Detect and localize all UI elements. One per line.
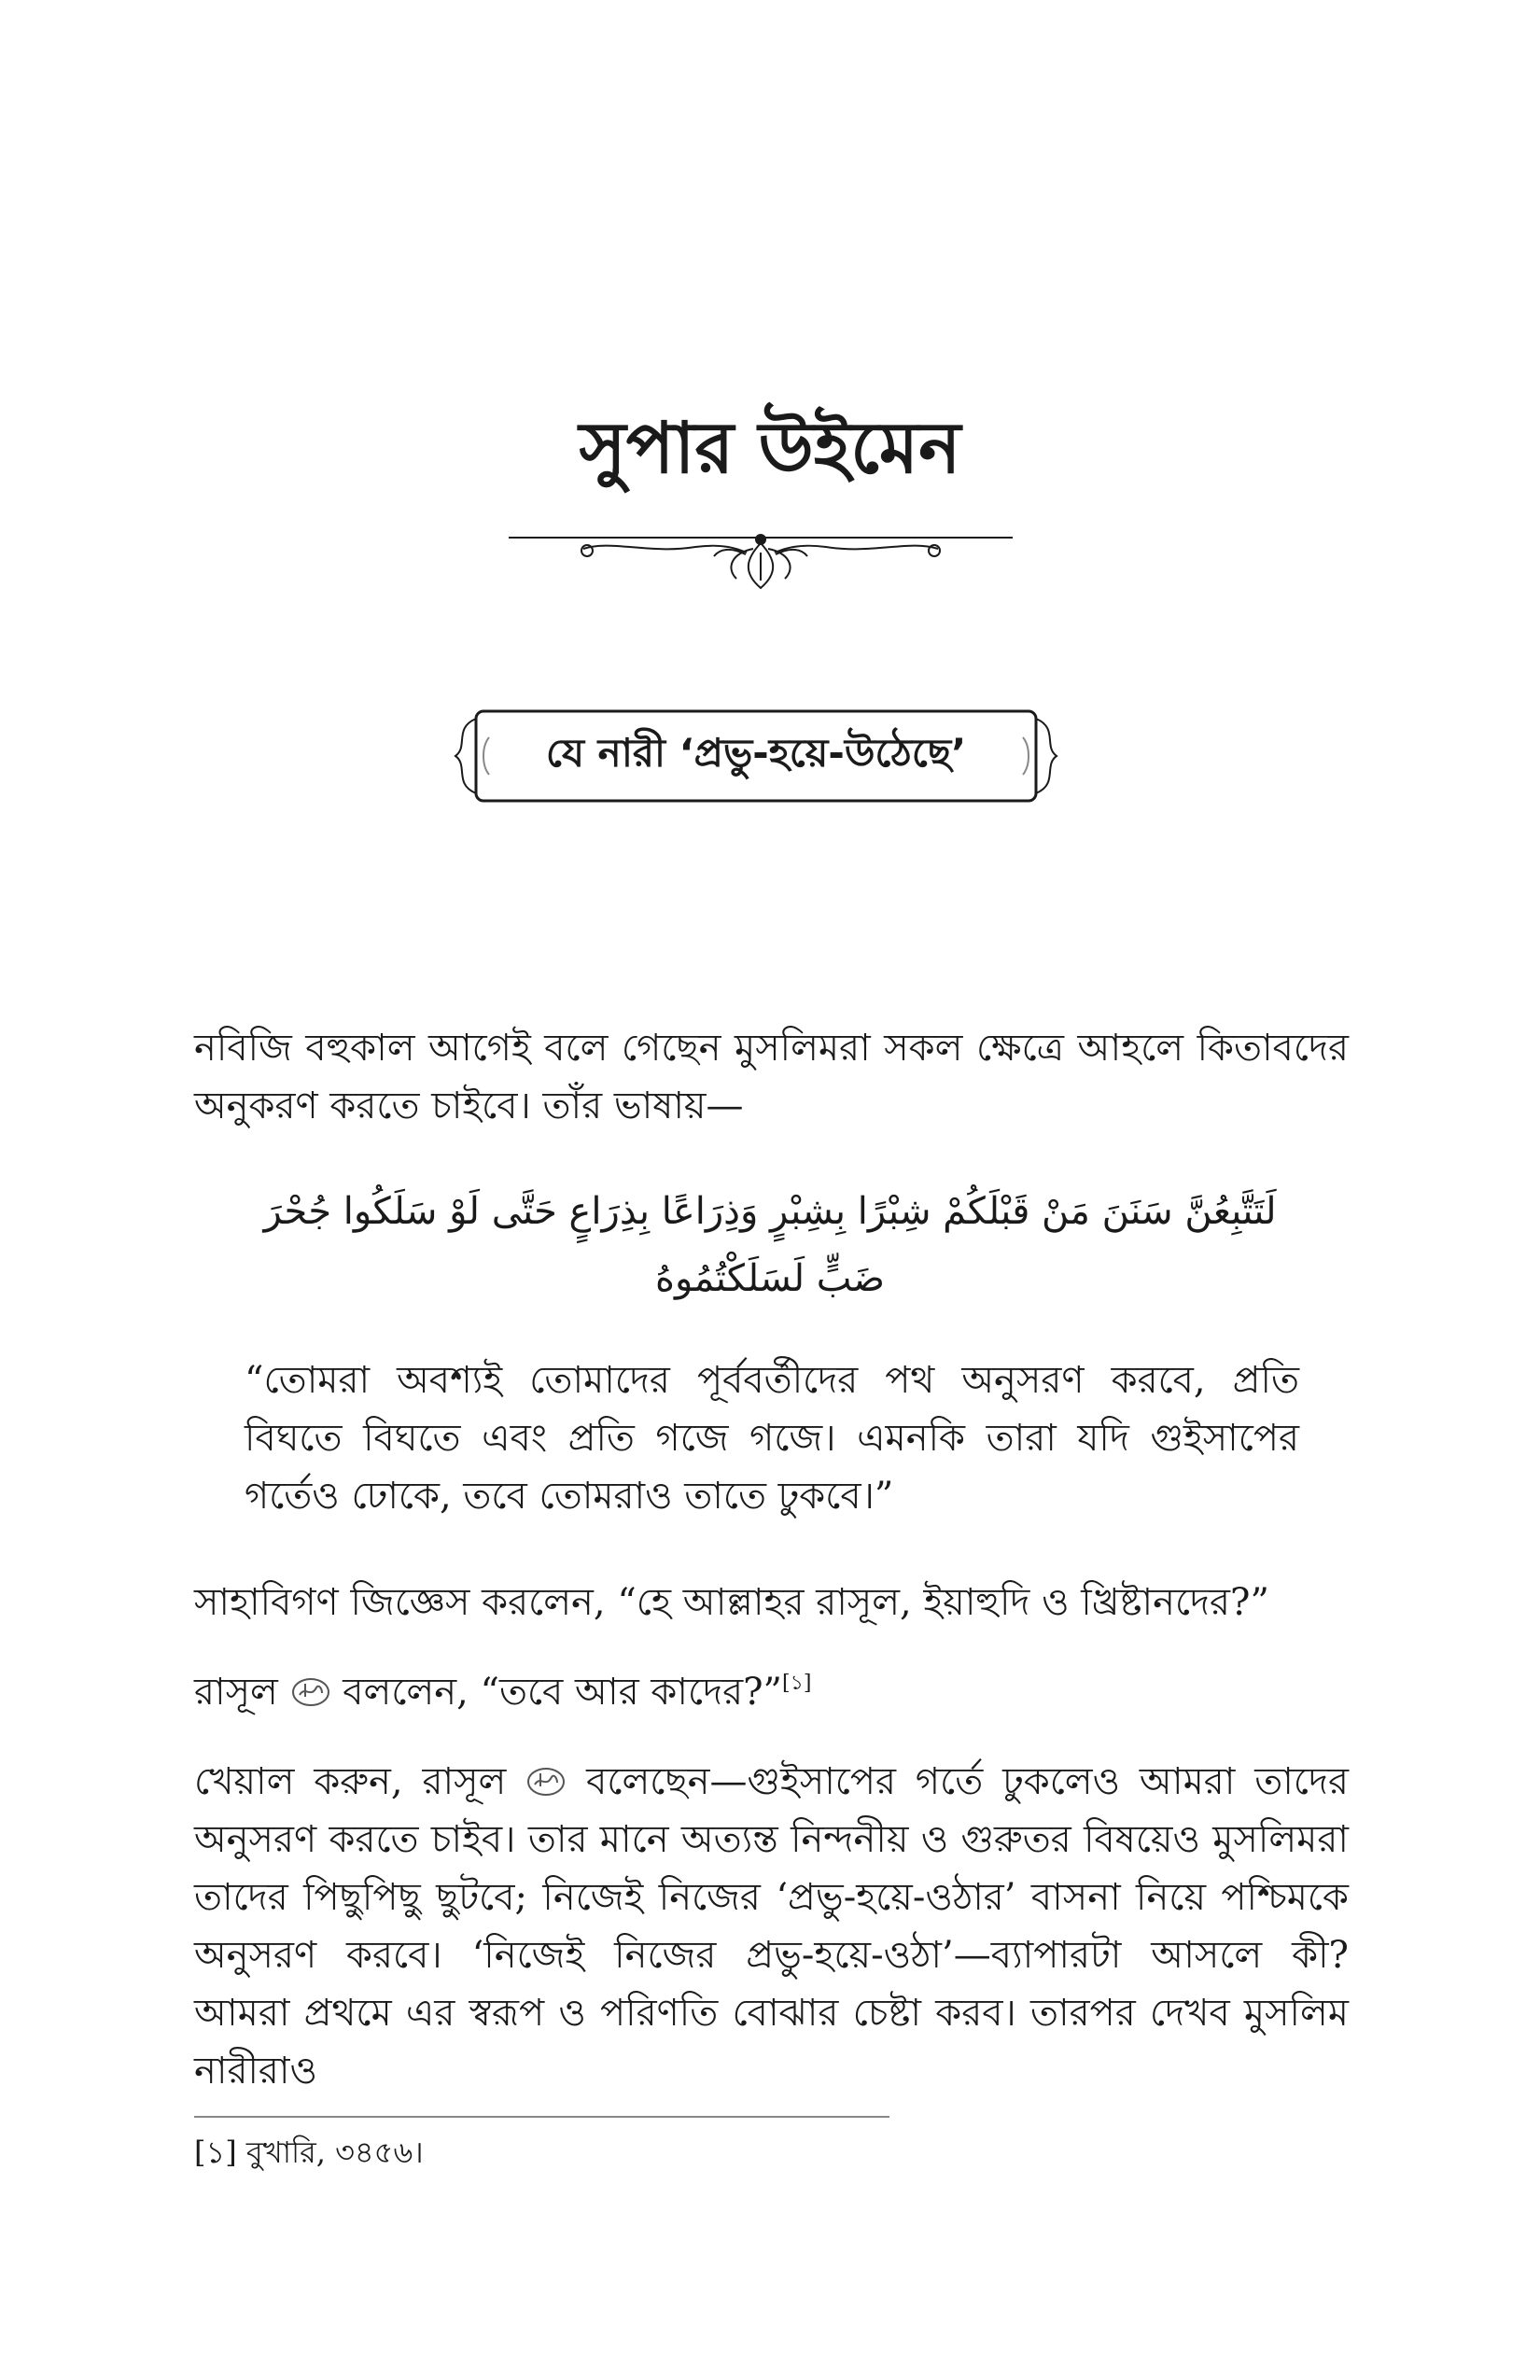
hadith-translation-quote: “তোমরা অবশ্যই তোমাদের পূর্ববর্তীদের পথ অনুসরণ করবে, প্রতি বিঘতে বিঘতে এবং প্রতি গজে গজে। এমনকি তারা যদি গুইসাপের গর্তেও ঢোকে, তবে তোমরাও তাতে ঢুকবে।” [245,1359,1299,1518]
chapter-title: সুপার উইমেন [579,406,961,489]
paragraph-analysis-start: খেয়াল করুন, রাসূল [194,1760,507,1803]
paragraph-analysis-end: বলেছেন—গুইসাপের গর্তে ঢুকলেও আমরা তাদের অনুসরণ করতে চাইব। তার মানে অত্যন্ত নিন্দনীয় ও গুরুতর বিষয়েও মুসলিমরা তাদের পিছুপিছু ছুটবে; নিজেই নিজের ‘প্রভু-হয়ে-ওঠার’ বাসনা নিয়ে পশ্চিমকে অনুসরণ করবে। ‘নিজেই নিজের প্রভু-হয়ে-ওঠা’—ব্যাপারটা আসলে কী? আমরা প্রথমে এর স্বরূপ ও পরিণতি বোঝার চেষ্টা করব। তারপর দেখব মুসলিম নারীরাও [194,1760,1350,2093]
footnote-reference[interactable]: [১] [781,1672,812,1695]
salutation-calligraphy-icon [525,1766,567,1798]
arabic-hadith: لَتَتَّبِعُنَّ سَنَنَ مَنْ قَبْلَكُمْ شِبْرًا بِشِبْرٍ وَذِرَاعًا بِذِرَاعٍ حَتَّى لَوْ سَلَكُوا جُحْرَ ضَبٍّ لَسَلَكْتُمُوهُ [263,1190,1277,1300]
section-heading-box [448,700,1064,812]
title-ornament-divider [509,521,1013,595]
paragraph-prophet-answer-start: রাসূল [194,1671,278,1714]
paragraph-companions-question: সাহাবিগণ জিজ্ঞেস করলেন, “হে আল্লাহর রাসূল, ইয়াহুদি ও খ্রিষ্টানদের?” [194,1581,1269,1624]
footnote: [১] বুখারি, ৩৪৫৬। [194,2135,424,2170]
paragraph-analysis [194,1753,1349,2100]
paragraph-prophet-answer [194,1663,1349,1721]
footnote-divider [194,2116,889,2118]
section-title: যে নারী ‘প্রভু-হয়ে-উঠেছে’ [545,730,967,776]
paragraph-prophet-answer-end: বললেন, “তবে আর কাদের?” [330,1671,782,1714]
salutation-calligraphy-icon [290,1676,331,1708]
paragraph-intro: নবিজি বহুকাল আগেই বলে গেছেন মুসলিমরা সকল ক্ষেত্রে আহলে কিতাবদের অনুকরণ করতে চাইবে। তাঁর ভাষায়— [194,1027,1349,1127]
